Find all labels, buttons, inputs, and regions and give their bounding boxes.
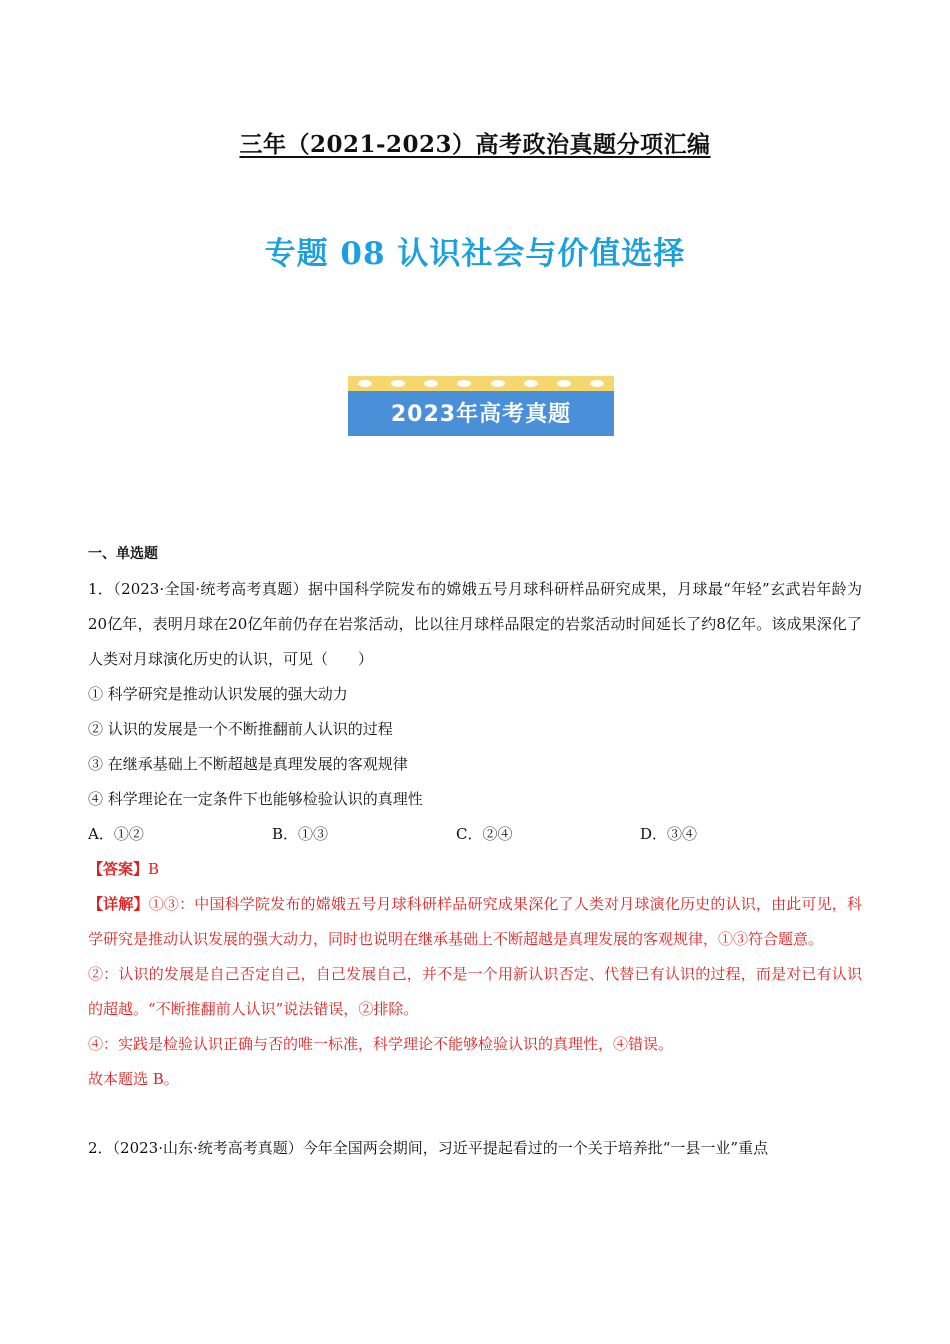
choice-b: B．①③ [272,825,329,843]
banner-text: 2023年高考真题 [390,402,572,427]
main-title-text: 三年（2021-2023）高考政治真题分项汇编 [239,131,711,158]
question-2-stem: 2．（2023·山东·统考高考真题）今年全国两会期间，习近平提起看过的一个关于培养批“一县一业”重点 [88,1139,769,1157]
answer-label: 【答案】 [88,860,149,878]
main-title [0,126,950,159]
answer-line [88,852,862,887]
question-content [88,572,862,1166]
choice-row [88,817,862,852]
spacer [88,1097,862,1131]
detail-paragraph-3: ④：实践是检验认识正确与否的唯一标准，科学理论不能够检验认识的真理性，④错误。 [88,1035,674,1053]
statement-2: ② 认识的发展是一个不断推翻前人认识的过程 [88,720,393,738]
banner-dot [358,380,372,387]
banner-dot [424,380,438,387]
topic-title: 专题 08 认识社会与价值选择 [264,236,686,272]
choice-a: A．①② [88,825,144,843]
detail-text-1: ①③：中国科学院发布的嫦娥五号月球科研样品研究成果深化了人类对月球演化历史的认识，由此可见，科学研究是推动认识发展的强大动力，同时也说明在继承基础上不断超越是真理发展的客观规律，①③符合题意。 [88,895,862,948]
statement-3: ③ 在继承基础上不断超越是真理发展的客观规律 [88,755,408,773]
banner-dot [557,380,571,387]
banner-dot [590,380,604,387]
banner-dot [524,380,538,387]
statement-1: ① 科学研究是推动认识发展的强大动力 [88,685,348,703]
question-1-stem: 1．（2023·全国·统考高考真题）据中国科学院发布的嫦娥五号月球科研样品研究成果，月球最“年轻”玄武岩年龄为20亿年，表明月球在20亿年前仍存在岩浆活动，比以往月球样品限定的岩浆活动时间延长了约8亿年。该成果深化了人类对月球演化历史的认识，可见（ ） [88,580,862,668]
choice-c: C．②④ [456,825,513,843]
banner-dot [491,380,505,387]
banner-dot [457,380,471,387]
statement-4: ④ 科学理论在一定条件下也能够检验认识的真理性 [88,790,423,808]
section-heading: 一、单选题 [88,546,158,562]
answer-value: B [148,860,160,878]
detail-paragraph-2: ②：认识的发展是自己否定自己，自己发展自己，并不是一个用新认识否定、代替已有认识的过程，而是对已有认识的超越。“不断推翻前人认识”说法错误，②排除。 [88,965,862,1018]
banner-dot [391,380,405,387]
choice-d: D．③④ [640,825,698,843]
detail-paragraph-1 [88,887,862,957]
detail-label: 【详解】 [88,895,149,913]
banner-dot-strip [348,376,614,391]
conclusion: 故本题选 B。 [88,1070,179,1088]
year-banner [348,376,614,436]
